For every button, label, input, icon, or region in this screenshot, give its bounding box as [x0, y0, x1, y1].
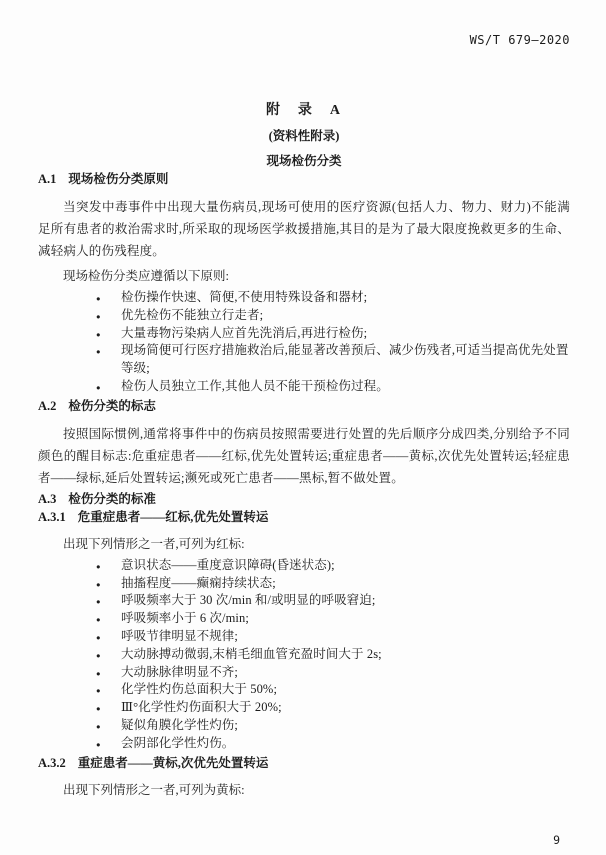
bullet-item: ● 大动脉脉律明显不齐;: [96, 664, 570, 682]
principles-intro: 现场检伤分类应遵循以下原则:: [63, 269, 229, 283]
bullet-item: ● 优先检伤不能独立行走者;: [96, 307, 570, 325]
red-tag-intro: 出现下列情形之一者,可列为红标:: [63, 536, 245, 551]
section-title: 检伤分类的标志: [68, 398, 156, 413]
appendix-subtitle: (资料性附录): [268, 129, 340, 143]
yellow-tag-intro: 出现下列情形之一者,可列为黄标:: [63, 782, 245, 797]
section-number: A.3.1: [38, 509, 66, 524]
section-number: A.3: [38, 491, 57, 506]
section-heading-a3: [38, 489, 570, 507]
bullet-item: ● 检伤操作快速、简便,不使用特殊设备和器材;: [96, 289, 570, 307]
paragraph-a1: 当突发中毒事件中出现大量伤病员,现场可使用的医疗资源(包括人力、物力、财力)不能满足所有患者的救治需求时,所采取的现场医学救援措施,其目的是为了最大限度挽救更多的生命、减轻病人的伤残程度。: [38, 200, 570, 258]
bullet-item: ● 化学性灼伤总面积大于 50%;: [96, 681, 570, 699]
page-number: 9: [553, 833, 560, 847]
section-number: A.2: [38, 398, 57, 413]
bullet-item: ● 疑似角膜化学性灼伤;: [96, 717, 570, 735]
bullet-item: ● 检伤人员独立工作,其他人员不能干预检伤过程。: [96, 378, 570, 396]
bullet-item: ● 大动脉搏动微弱,末梢毛细血管充盈时间大于 2s;: [96, 646, 570, 664]
red-tag-criteria-list: [38, 557, 570, 753]
appendix-title: 附 录 A: [265, 103, 343, 118]
principles-list: [38, 289, 570, 396]
bullet-item: ● 意识状态——重度意识障碍(昏迷状态);: [96, 557, 570, 575]
section-heading-a2: [38, 396, 570, 414]
paragraph-a2: 按照国际惯例,通常将事件中的伤病员按照需要进行处置的先后顺序分成四类,分别给予不同颜色的醒目标志:危重症患者——红标,优先处置转运;重症患者——黄标,次优先处置转运;轻症患者——绿标,延后处置转运;濒死或死亡患者——黑标,暂不做处置。: [38, 426, 570, 485]
section-title: 危重症患者——红标,优先处置转运: [77, 509, 269, 524]
standard-number-header: WS/T 679—2020: [469, 33, 570, 47]
appendix-name: 现场检伤分类: [266, 154, 342, 168]
section-title: 检伤分类的标准: [68, 491, 156, 506]
bullet-item: ● 会阴部化学性灼伤。: [96, 735, 570, 753]
section-heading-a1: [38, 169, 570, 187]
section-number: A.1: [38, 172, 57, 186]
bullet-item: ● 呼吸节律明显不规律;: [96, 628, 570, 646]
section-heading-a32: [38, 753, 570, 771]
bullet-item: ● 大量毒物污染病人应首先洗消后,再进行检伤;: [96, 325, 570, 343]
bullet-item: ● 现场简便可行医疗措施救治后,能显著改善预后、减少伤残者,可适当提高优先处置等级;: [96, 342, 570, 378]
bullet-item: ● 抽搐程度——癫痫持续状态;: [96, 575, 570, 593]
section-title: 现场检伤分类原则: [68, 172, 169, 186]
bullet-item: ● 呼吸频率小于 6 次/min;: [96, 610, 570, 628]
section-heading-a31: [38, 507, 570, 525]
bullet-item: ● 呼吸频率大于 30 次/min 和/或明显的呼吸窘迫;: [96, 592, 570, 610]
section-number: A.3.2: [38, 755, 66, 770]
bullet-item: ● Ⅲ°化学性灼伤面积大于 20%;: [96, 699, 570, 717]
section-title: 重症患者——黄标,次优先处置转运: [77, 755, 269, 770]
appendix-title-block: [38, 99, 570, 169]
